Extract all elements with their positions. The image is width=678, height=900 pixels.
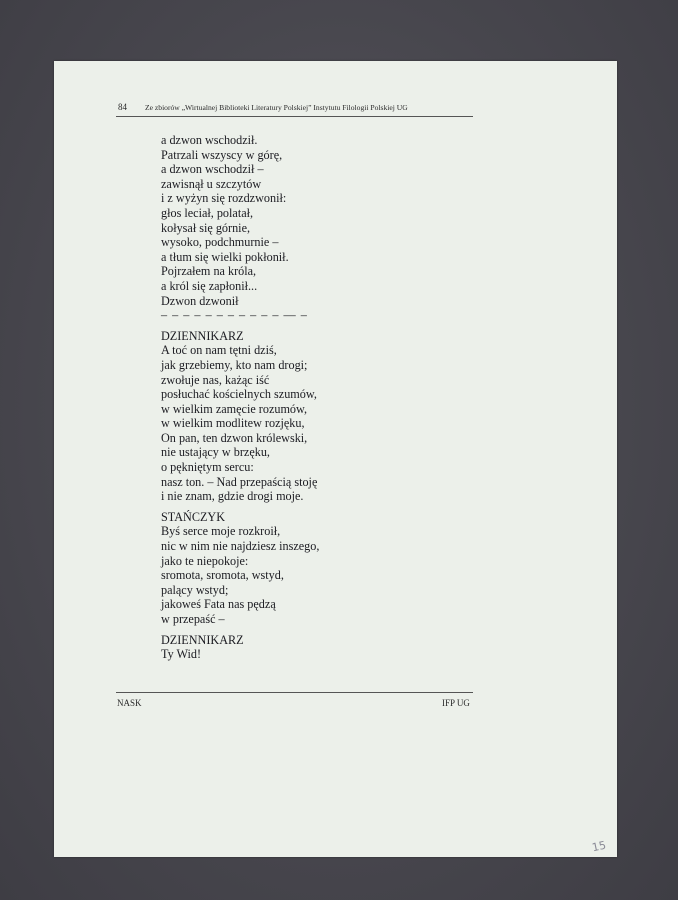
poem-line: posłuchać kościelnych szumów, xyxy=(161,387,317,402)
poem-line: w wielkim zamęcie rozumów, xyxy=(161,401,308,416)
poem-line: zawisnął u szczytów xyxy=(161,176,262,191)
page-number: 84 xyxy=(118,102,127,112)
dash-separator: – – – – – – – – – – – — – xyxy=(161,308,308,323)
poem-text xyxy=(161,133,451,662)
footer-rule xyxy=(116,692,473,693)
speaker-name: DZIENNIKARZ xyxy=(161,328,244,343)
poem-line: Pojrzałem na króla, xyxy=(161,264,257,279)
poem-line: sromota, sromota, wstyd, xyxy=(161,568,284,583)
poem-line: o pękniętym sercu: xyxy=(161,460,254,475)
poem-line: palący wstyd; xyxy=(161,582,229,597)
poem-line: a dzwon wschodził. xyxy=(161,133,258,147)
poem-line: w wielkim modlitew rozjęku, xyxy=(161,416,305,431)
poem-line: jako te niepokoje: xyxy=(161,553,249,568)
poem-line: głos leciał, polatał, xyxy=(161,205,254,220)
poem-line: kołysał się górnie, xyxy=(161,220,251,235)
speaker-name: STAŃCZYK xyxy=(161,509,226,524)
header-rule xyxy=(116,116,473,117)
poem-line: a dzwon wschodził – xyxy=(161,162,264,177)
footer-right-label: IFP UG xyxy=(442,698,470,708)
speaker-name: DZIENNIKARZ xyxy=(161,632,244,647)
poem-line: Ty Wid! xyxy=(161,647,202,662)
poem-line: On pan, ten dzwon królewski, xyxy=(161,430,308,445)
poem-line: A toć on nam tętni dziś, xyxy=(161,343,277,358)
poem-line: Patrzali wszyscy w górę, xyxy=(161,147,283,162)
poem-line: i z wyżyn się rozdzwonił: xyxy=(161,191,287,206)
poem-line: w przepaść – xyxy=(161,612,225,626)
poem-line: a tłum się wielki pokłonił. xyxy=(161,249,289,264)
pencil-annotation: 15 xyxy=(590,838,608,855)
poem-line: wysoko, podchmurnie – xyxy=(161,235,279,250)
poem-line: nasz ton. – Nad przepaścią stoję xyxy=(161,474,318,489)
poem-line: nic w nim nie najdziesz inszego, xyxy=(161,539,320,554)
footer-left-label: NASK xyxy=(117,698,142,708)
poem-line: Byś serce moje rozkroił, xyxy=(161,524,281,539)
poem-line: nie ustający w brzęku, xyxy=(161,445,270,460)
page-header xyxy=(116,102,473,116)
poem-line: zwołuje nas, każąc iść xyxy=(161,372,270,387)
poem-line: jakoweś Fata nas pędzą xyxy=(161,597,276,612)
poem-line: jak grzebiemy, kto nam drogi; xyxy=(161,357,308,372)
running-title: Ze zbiorów „Wirtualnej Biblioteki Literatury Polskiej” Instytutu Filologii Polskiej UG xyxy=(145,103,408,112)
poem-line: i nie znam, gdzie drogi moje. xyxy=(161,489,304,504)
poem-line: Dzwon dzwonił xyxy=(161,293,239,308)
poem-line: a król się zapłonił... xyxy=(161,278,258,293)
